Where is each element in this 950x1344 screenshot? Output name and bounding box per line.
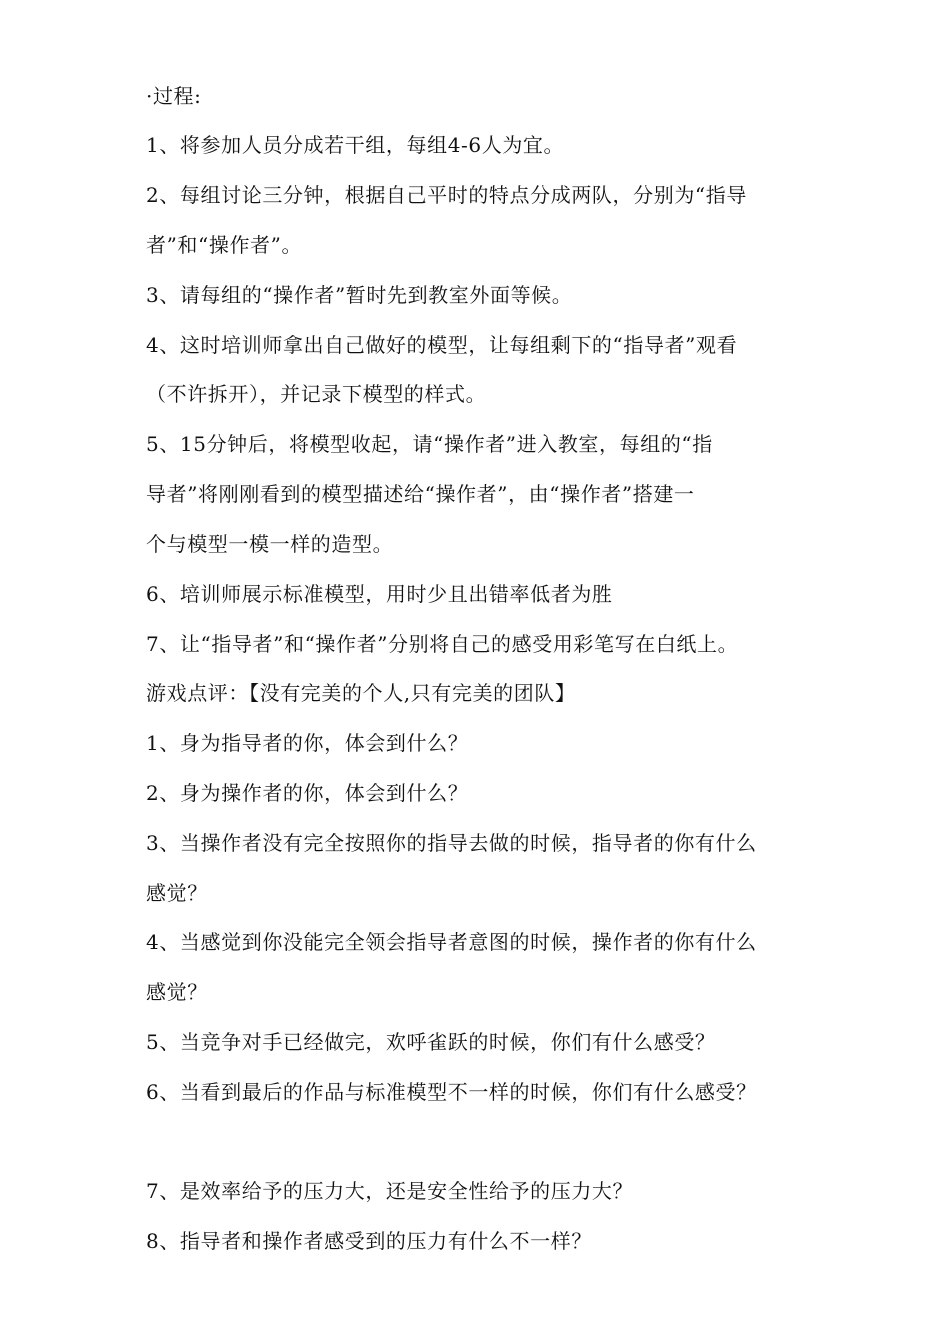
process-step-5-cont-1: 导者”将刚刚看到的模型描述给“操作者”，由“操作者”搭建一 (146, 482, 695, 506)
process-step-4: 4、这时培训师拿出自己做好的模型，让每组剩下的“指导者”观看 (146, 333, 738, 357)
process-step-6: 6、培训师展示标准模型，用时少且出错率低者为胜 (146, 582, 613, 606)
process-step-5: 5、15分钟后，将模型收起，请“操作者”进入教室，每组的“指 (146, 432, 713, 456)
review-question-4-cont: 感觉？ (146, 980, 208, 1004)
review-question-3: 3、当操作者没有完全按照你的指导去做的时候，指导者的你有什么 (146, 831, 757, 855)
review-question-7: 7、是效率给予的压力大，还是安全性给予的压力大？ (146, 1179, 634, 1203)
process-step-2: 2、每组讨论三分钟，根据自己平时的特点分成两队，分别为“指导 (146, 183, 747, 207)
section-heading-process: ·过程: (146, 84, 202, 108)
process-step-7: 7、让“指导者”和“操作者”分别将自己的感受用彩笔写在白纸上。 (146, 632, 739, 656)
process-step-2-cont: 者”和“操作者”。 (146, 233, 303, 257)
review-question-5: 5、当竞争对手已经做完，欢呼雀跃的时候，你们有什么感受？ (146, 1030, 716, 1054)
review-question-1: 1、身为指导者的你，体会到什么？ (146, 731, 469, 755)
process-step-1: 1、将参加人员分成若干组，每组4-6人为宜。 (146, 133, 565, 157)
review-title: 游戏点评：【没有完美的个人,只有完美的团队】 (146, 681, 576, 705)
process-step-3: 3、请每组的“操作者”暂时先到教室外面等候。 (146, 283, 573, 307)
review-question-6: 6、当看到最后的作品与标准模型不一样的时候，你们有什么感受？ (146, 1080, 757, 1104)
review-question-4: 4、当感觉到你没能完全领会指导者意图的时候，操作者的你有什么 (146, 930, 757, 954)
review-question-8: 8、指导者和操作者感受到的压力有什么不一样？ (146, 1229, 592, 1253)
process-step-4-cont: （不许拆开），并记录下模型的样式。 (146, 382, 487, 406)
review-question-2: 2、身为操作者的你，体会到什么？ (146, 781, 469, 805)
review-question-3-cont: 感觉？ (146, 881, 208, 905)
process-step-5-cont-2: 个与模型一模一样的造型。 (146, 532, 394, 556)
